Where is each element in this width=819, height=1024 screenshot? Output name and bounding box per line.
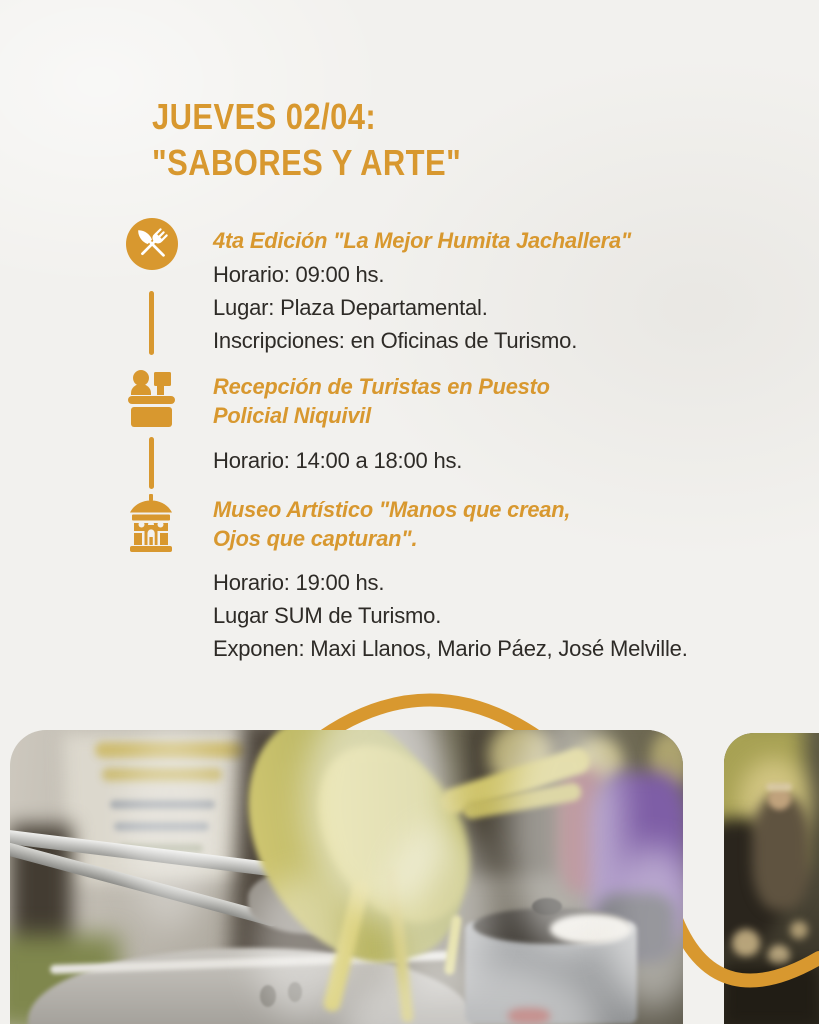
- title-line-1: JUEVES 02/04:: [152, 96, 377, 137]
- event-title: [213, 495, 570, 553]
- fork-knife-icon: [126, 218, 178, 275]
- event-detail-line: Horario: 14:00 a 18:00 hs.: [213, 448, 463, 473]
- event-title-line: Recepción de Turistas en Puesto: [213, 374, 550, 399]
- timeline-connector: [149, 291, 154, 355]
- event-title: [213, 226, 631, 255]
- page-title: [152, 94, 461, 186]
- event-details: [213, 566, 688, 665]
- title-line-2: "SABORES Y ARTE": [152, 142, 462, 183]
- event-details: [213, 258, 577, 357]
- reception-desk-icon: [128, 369, 175, 432]
- event-title-line: Ojos que capturan".: [213, 526, 418, 551]
- event-title-line: Policial Niquivil: [213, 403, 372, 428]
- event-detail-line: Lugar SUM de Turismo.: [213, 603, 442, 628]
- event-detail-line: Horario: 09:00 hs.: [213, 262, 385, 287]
- timeline-connector: [149, 437, 154, 489]
- event-title-line: 4ta Edición "La Mejor Humita Jachallera": [213, 228, 632, 253]
- event-detail-line: Horario: 19:00 hs.: [213, 570, 385, 595]
- event-title-line: Museo Artístico "Manos que crean,: [213, 497, 571, 522]
- museum-building-icon: [128, 494, 174, 557]
- event-detail-line: Exponen: Maxi Llanos, Mario Páez, José Melville.: [213, 636, 688, 661]
- event-detail-line: Lugar: Plaza Departamental.: [213, 295, 488, 320]
- event-details: [213, 444, 462, 477]
- main-photo: [10, 730, 683, 1024]
- side-photo: [724, 733, 819, 1024]
- event-detail-line: Inscripciones: en Oficinas de Turismo.: [213, 328, 578, 353]
- event-title: [213, 372, 550, 430]
